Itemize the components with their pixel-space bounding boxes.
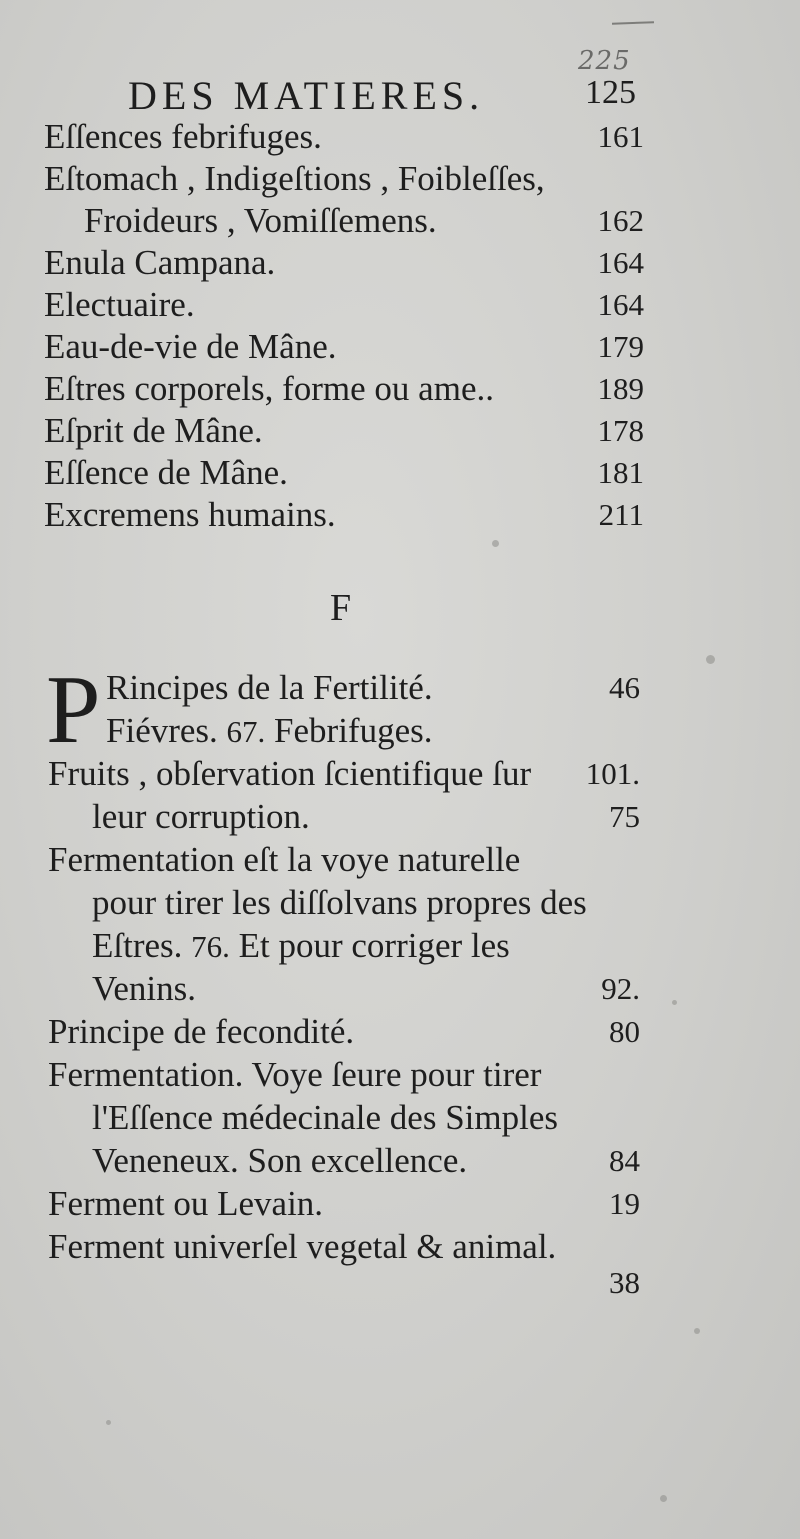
- entry-page-ref: 161: [597, 119, 644, 154]
- paper-speck: [694, 1328, 700, 1334]
- index-entry: [48, 1053, 640, 1182]
- entry-page-ref: 75: [609, 799, 640, 834]
- index-entry: [44, 368, 644, 410]
- index-section-e: [44, 116, 644, 536]
- entry-text: Eſſence de Mâne.: [44, 453, 288, 492]
- entry-text: Eſprit de Mâne.: [44, 411, 263, 450]
- entry-text: Eſſences febrifuges.: [44, 117, 322, 156]
- entry-text: Fermentation eſt la voye naturelle: [48, 840, 521, 879]
- entry-text: Ferment univerſel vegetal & animal.: [48, 1227, 557, 1266]
- entry-inline-page-ref: 76.: [191, 929, 230, 964]
- entry-inline-page-ref: 67.: [226, 714, 266, 749]
- index-entry: [48, 838, 640, 1010]
- drop-cap-letter: P: [46, 656, 101, 764]
- entry-text: Fiévres.: [106, 711, 218, 750]
- entry-text-continued: pour tirer les diſſolvans propres des: [92, 883, 587, 922]
- entry-text-continued: Veneneux. Son excellence.: [92, 1141, 468, 1180]
- entry-page-ref: 181: [597, 455, 644, 490]
- entry-page-ref: 179: [597, 329, 644, 364]
- entry-page-ref: 80: [609, 1014, 640, 1049]
- entry-page-ref: 46: [609, 670, 640, 705]
- entry-text: Febrifuges.: [274, 711, 433, 750]
- entry-page-ref: 92.: [601, 971, 640, 1006]
- entry-text: Ferment ou Levain.: [48, 1184, 324, 1223]
- index-entry: [44, 116, 644, 158]
- entry-text: Fermentation. Voye ſeure pour tirer: [48, 1055, 542, 1094]
- entry-text: Eſtres corporels, forme ou ame..: [44, 369, 494, 408]
- entry-text: Fruits , obſervation ſcientifique ſur: [48, 754, 532, 793]
- entry-text: Eſtomach , Indigeſtions , Foibleſſes,: [44, 159, 545, 198]
- entry-page-ref: 38: [609, 1265, 640, 1300]
- page-number: 125: [585, 74, 636, 111]
- entry-page-ref: 19: [609, 1186, 640, 1221]
- index-entry: [44, 410, 644, 452]
- entry-text: Rincipes de la Fertilité.: [106, 668, 433, 707]
- entry-text: Et pour corriger les: [238, 926, 510, 965]
- entry-text: Electuaire.: [44, 285, 195, 324]
- entry-text: Enula Campana.: [44, 243, 276, 282]
- paper-speck: [492, 540, 499, 547]
- entry-line: [48, 666, 640, 709]
- entry-text: Excremens humains.: [44, 495, 336, 534]
- entry-line: [48, 924, 640, 967]
- entry-page-ref: 178: [597, 413, 644, 448]
- paper-speck: [660, 1495, 667, 1502]
- entry-text-continued: l'Eſſence médecinale des Simples: [92, 1098, 559, 1137]
- entry-text-continued: leur corruption.: [92, 797, 310, 836]
- entry-page-ref: 164: [597, 287, 644, 322]
- pencil-rule: [612, 21, 654, 24]
- index-entry: [48, 752, 640, 838]
- handwritten-folio: 225: [578, 46, 631, 76]
- entry-text: Eau-de-vie de Mâne.: [44, 327, 337, 366]
- index-entry: [44, 242, 644, 284]
- paper-speck: [106, 1420, 111, 1425]
- entry-text-continued: Froideurs , Vomiſſemens.: [84, 201, 437, 240]
- index-entry: [48, 1010, 640, 1053]
- index-section-f: [46, 656, 640, 1304]
- entry-page-ref: 189: [597, 371, 644, 406]
- entry-text-continued: Venins.: [92, 969, 197, 1008]
- index-entry: [44, 452, 644, 494]
- entry-page-ref: 164: [597, 245, 644, 280]
- entry-page-ref: 162: [597, 203, 644, 238]
- index-entry: [44, 326, 644, 368]
- entry-page-ref: 211: [598, 497, 644, 532]
- entry-page-ref: 101.: [585, 756, 640, 791]
- index-entry: [48, 1182, 640, 1225]
- entry-text: Eſtres.: [92, 926, 183, 965]
- index-entry: [44, 284, 644, 326]
- entry-spacer: [48, 1268, 640, 1304]
- index-entry: [44, 494, 644, 536]
- index-entry: [44, 158, 644, 242]
- entry-page-ref: 84: [609, 1143, 640, 1178]
- running-title: DES MATIERES.: [128, 73, 485, 118]
- paper-speck: [706, 655, 715, 664]
- entry-line: [48, 709, 640, 752]
- index-entry: [48, 1225, 640, 1304]
- entry-text: Principe de fecondité.: [48, 1012, 355, 1051]
- section-letter-heading: F: [330, 587, 352, 629]
- paper-speck: [672, 1000, 677, 1005]
- page-header: [128, 72, 648, 118]
